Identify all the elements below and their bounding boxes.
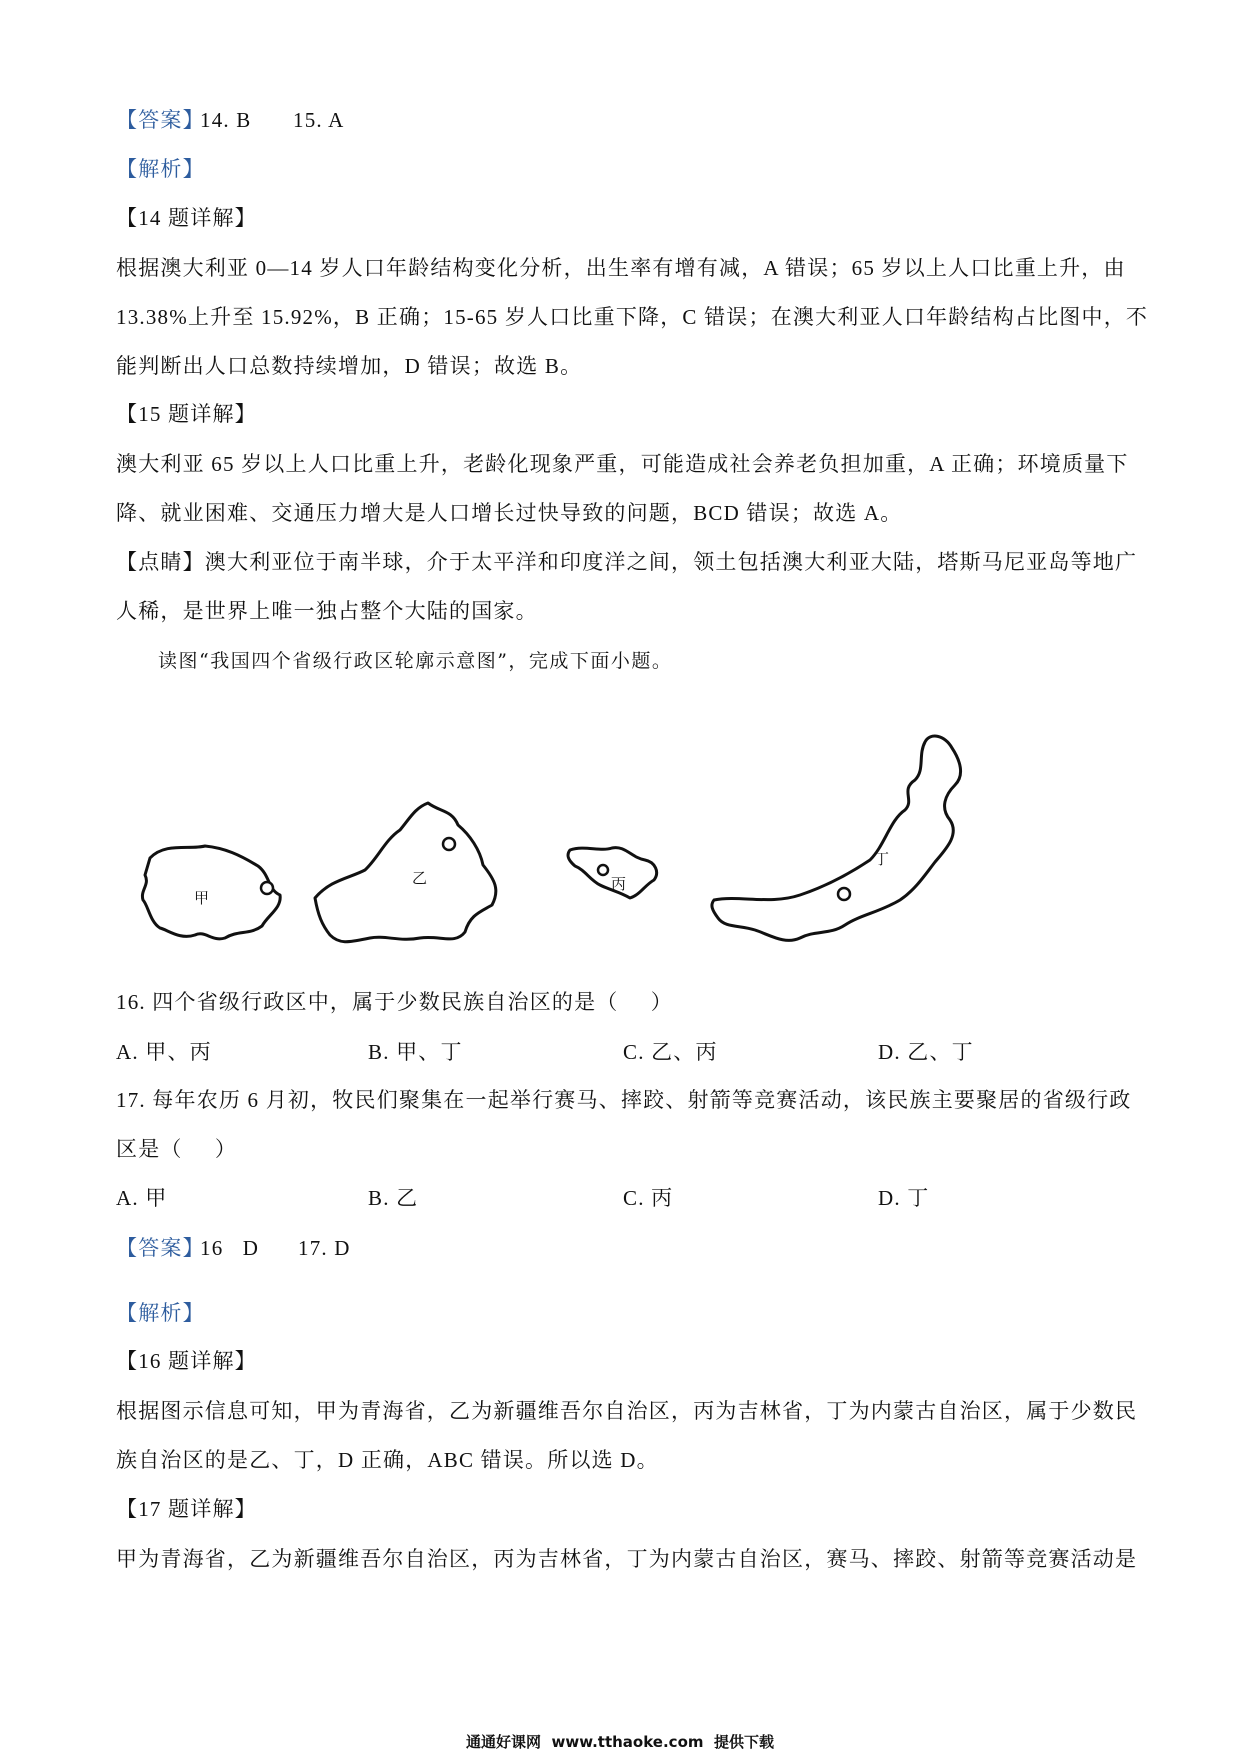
detail-14-line: 能判断出人口总数持续增加，D 错误；故选 B。 [116,354,583,378]
answer-16: 16 D [200,1236,260,1260]
question-16-stem: 16. 四个省级行政区中，属于少数民族自治区的是（ ） [116,990,673,1014]
answer-17: 17. D [298,1236,351,1260]
province-ding [712,736,961,940]
province-yi [315,803,496,942]
detail-15-line: 澳大利亚 65 岁以上人口比重上升，老龄化现象严重，可能造成社会养老负担加重，A 正确；环境质量下 [116,452,1129,476]
province-ding-outline [712,736,961,940]
question-17-option-b: B. 乙 [368,1186,419,1210]
capital-marker [838,888,850,900]
province-label: 乙 [412,869,428,887]
answer-label: 【答案】 [116,108,205,132]
capital-marker [443,838,455,850]
analysis-label: 【解析】 [116,1301,205,1325]
capital-marker [261,882,273,894]
question-16-option-d: D. 乙、丁 [878,1040,974,1064]
question-16-option-b: B. 甲、丁 [368,1040,463,1064]
province-label: 甲 [194,889,210,907]
map-intro: 读图“我国四个省级行政区轮廓示意图”，完成下面小题。 [158,650,673,672]
answer-14: 14. B [200,108,252,132]
detail-14-line: 根据澳大利亚 0—14 岁人口年龄结构变化分析，出生率有增有减，A 错误；65 岁以上人口比重上升，由 [116,256,1126,280]
detail-16-line: 族自治区的是乙、丁，D 正确，ABC 错误。所以选 D。 [116,1448,659,1472]
question-17-option-a: A. 甲 [116,1186,168,1210]
detail-17-line: 甲为青海省，乙为新疆维吾尔自治区，丙为吉林省，丁为内蒙古自治区，赛马、摔跤、射箭等竞赛活动是 [116,1547,1138,1571]
question-17-option-c: C. 丙 [623,1186,674,1210]
province-yi-outline [315,803,496,942]
province-jia-outline [142,846,280,939]
detail-15-line: 降、就业困难、交通压力增大是人口增长过快导致的问题，BCD 错误；故选 A。 [116,501,903,525]
detail-17-heading: 【17 题详解】 [116,1497,257,1521]
detail-14-line: 13.38%上升至 15.92%，B 正确；15-65 岁人口比重下降，C 错误；在澳大利亚人口年龄结构占比图中，不 [116,305,1149,329]
province-bing [568,848,657,898]
capital-marker [598,865,608,875]
answer-15: 15. A [293,108,345,132]
detail-16-line: 根据图示信息可知，甲为青海省，乙为新疆维吾尔自治区，丙为吉林省，丁为内蒙古自治区，属于少数民 [116,1399,1138,1423]
question-16-option-c: C. 乙、丙 [623,1040,718,1064]
province-outline-map [0,700,1240,980]
question-17-option-d: D. 丁 [878,1186,930,1210]
province-label: 丁 [874,850,890,868]
question-17-stem: 17. 每年农历 6 月初，牧民们聚集在一起举行赛马、摔跤、射箭等竞赛活动，该民族主要聚居的省级行政 [116,1088,1132,1112]
highlight-line: 【点睛】澳大利亚位于南半球，介于太平洋和印度洋之间，领土包括澳大利亚大陆，塔斯马尼亚岛等地广 [116,550,1138,574]
detail-16-heading: 【16 题详解】 [116,1349,257,1373]
detail-15-heading: 【15 题详解】 [116,402,257,426]
question-16-option-a: A. 甲、丙 [116,1040,212,1064]
highlight-line: 人稀，是世界上唯一独占整个大陆的国家。 [116,599,538,623]
question-17-stem: 区是（ ） [116,1137,238,1161]
province-jia [142,846,280,939]
province-label: 丙 [611,875,627,893]
answer-label: 【答案】 [116,1236,205,1260]
analysis-label: 【解析】 [116,157,205,181]
detail-14-heading: 【14 题详解】 [116,206,257,230]
page-footer: 通通好课网 www.tthaoke.com 提供下载 [466,1733,774,1751]
